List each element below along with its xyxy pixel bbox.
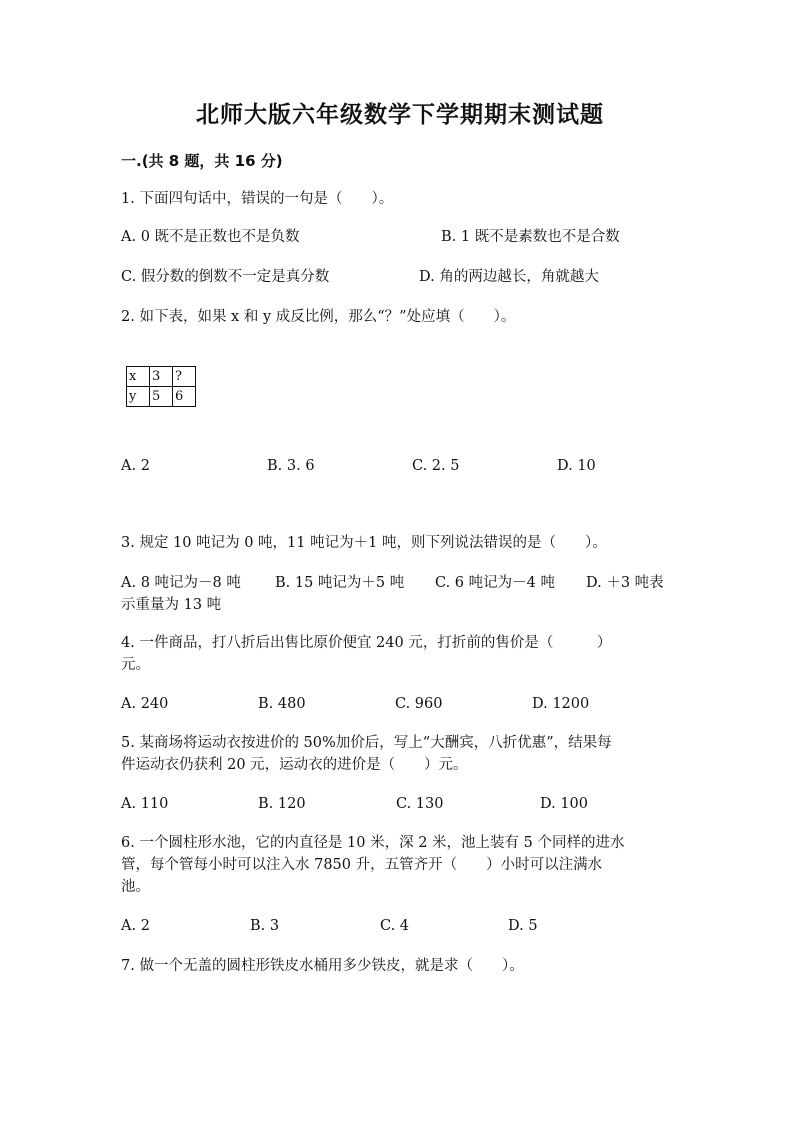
question-4-text: 4. 一件商品，打八折后出售比原价便宜 240 元，打折前的售价是（ ） [121,635,612,651]
question-5-option-b: B. 120 [258,796,306,812]
question-2-option-a: A. 2 [121,458,150,474]
table-cell: 3 [150,367,173,387]
question-3-option-c: C. 6 吨记为－4 吨 [435,575,555,591]
question-5-option-d: D. 100 [540,796,589,812]
question-5-text-continued: 件运动衣仍获利 20 元，运动衣的进价是（ ）元。 [121,757,468,773]
question-6-option-d: D. 5 [508,918,538,934]
question-6-option-a: A. 2 [121,918,150,934]
question-4-text-continued: 元。 [121,657,150,673]
question-6-text-line-3: 池。 [121,879,150,895]
question-3-option-b: B. 15 吨记为＋5 吨 [275,575,405,591]
question-1-option-c: C. 假分数的倒数不一定是真分数 [121,269,330,285]
table-cell: x [127,367,150,387]
page-title: 北师大版六年级数学下学期期末测试题 [196,102,604,128]
question-6-text-line-2: 管，每个管每小时可以注入水 7850 升，五管齐开（ ）小时可以注满水 [121,857,603,873]
table-cell: 5 [150,387,173,407]
question-4-option-d: D. 1200 [532,696,590,712]
question-2-option-b: B. 3. 6 [267,458,315,474]
question-6-option-b: B. 3 [250,918,280,934]
question-4-option-c: C. 960 [395,696,443,712]
question-6-text: 6. 一个圆柱形水池，它的内直径是 10 米，深 2 米，池上装有 5 个同样的进水 [121,835,625,851]
question-4-option-b: B. 480 [258,696,306,712]
question-2-text: 2. 如下表，如果 x 和 y 成反比例，那么“？”处应填（ ）。 [121,309,516,325]
section-heading: 一.(共 8 题，共 16 分) [121,152,283,170]
table-cell: ? [173,367,196,387]
question-2-option-c: C. 2. 5 [412,458,460,474]
table-row [127,367,196,387]
question-5-option-c: C. 130 [396,796,444,812]
table-cell: y [127,387,150,407]
question-2-option-d: D. 10 [557,458,596,474]
question-1-text: 1. 下面四句话中，错误的一句是（ ）。 [121,191,394,207]
question-1-option-d: D. 角的两边越长，角就越大 [419,269,599,285]
table-cell: 6 [173,387,196,407]
xy-table [126,366,196,407]
question-1-option-b: B. 1 既不是素数也不是合数 [441,229,620,245]
question-4-option-a: A. 240 [121,696,169,712]
question-5-text: 5. 某商场将运动衣按进价的 50%加价后，写上“大酬宾，八折优惠”，结果每 [121,735,612,751]
question-5-option-a: A. 110 [121,796,169,812]
question-3-text: 3. 规定 10 吨记为 0 吨，11 吨记为＋1 吨，则下列说法错误的是（ ）。 [121,535,607,551]
question-7-text: 7. 做一个无盖的圆柱形铁皮水桶用多少铁皮，就是求（ ）。 [121,958,524,974]
question-3-option-d-continued: 示重量为 13 吨 [121,597,222,613]
question-1-option-a: A. 0 既不是正数也不是负数 [121,229,300,245]
question-6-option-c: C. 4 [380,918,410,934]
table-row [127,387,196,407]
question-3-option-d: D. ＋3 吨表 [586,575,664,591]
question-3-option-a: A. 8 吨记为－8 吨 [121,575,241,591]
